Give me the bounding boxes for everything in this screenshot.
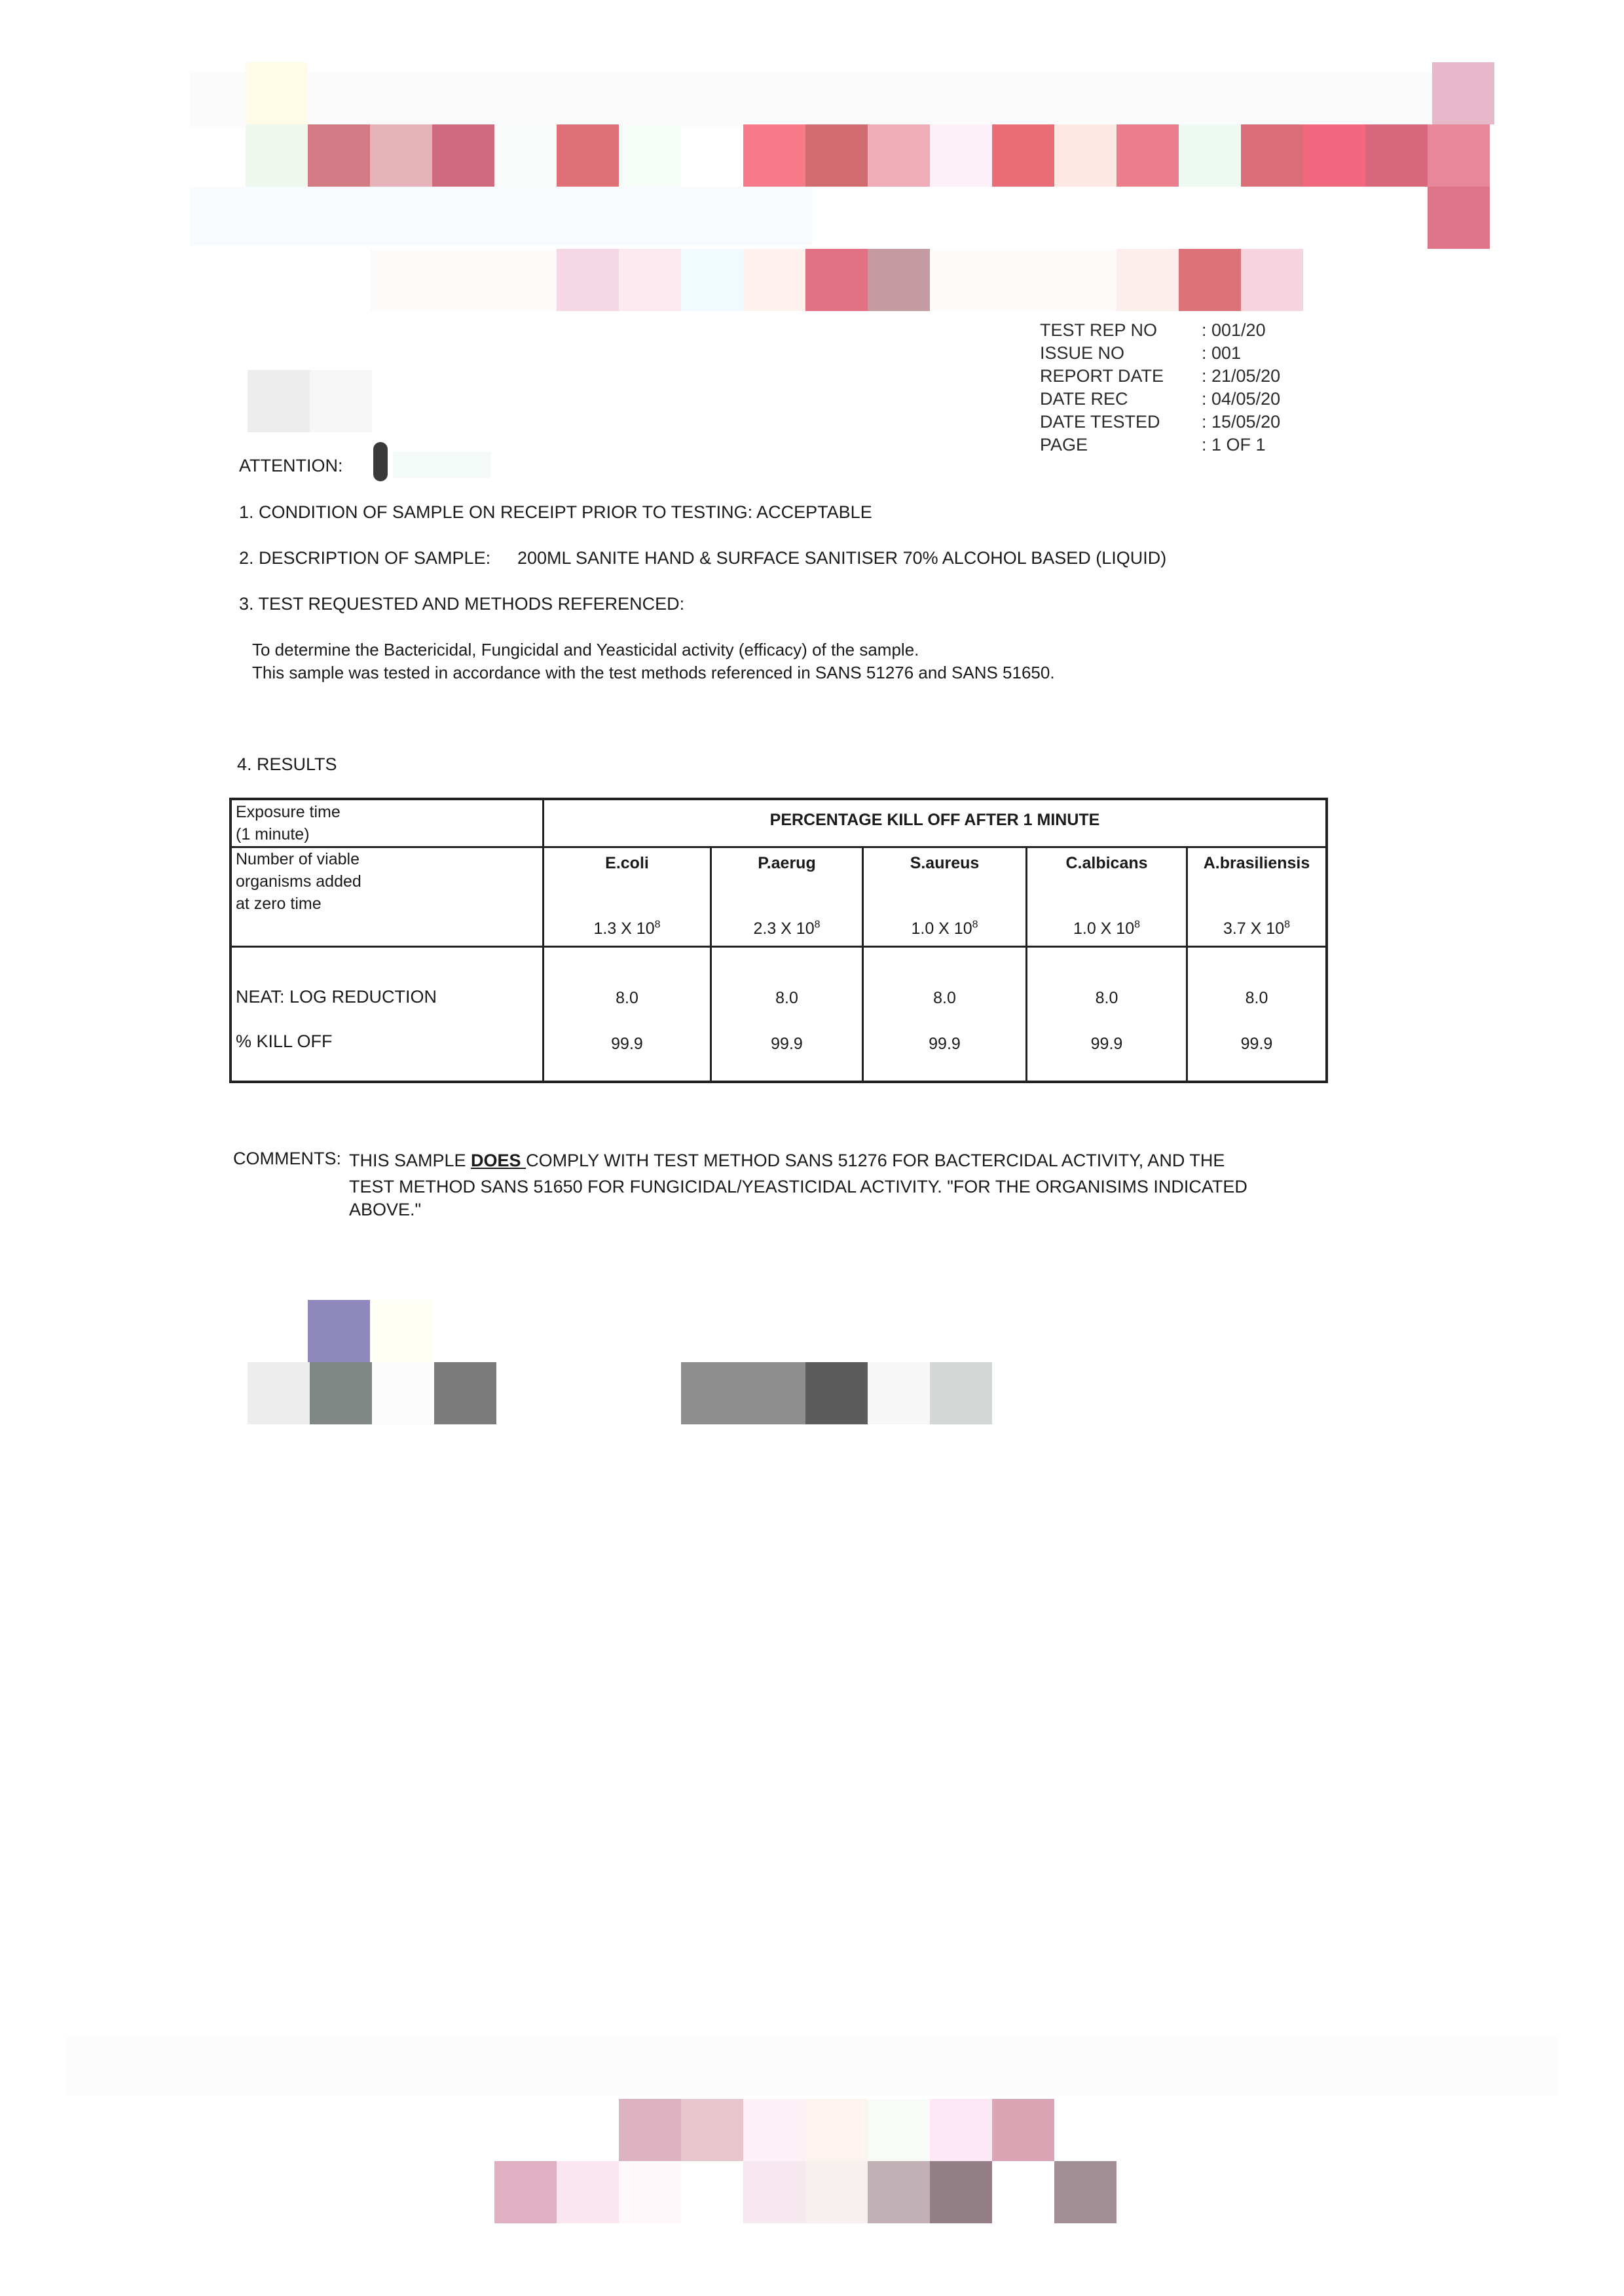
meta-row-report-date bbox=[1040, 365, 1280, 388]
meta-label: ISSUE NO bbox=[1040, 343, 1125, 363]
organism-count: 1.0 X $10^8$ bbox=[911, 919, 978, 938]
section-test-requested: 3. TEST REQUESTED AND METHODS REFERENCED: bbox=[239, 594, 685, 614]
organism-count: 1.0 X $10^8$ bbox=[1073, 919, 1141, 938]
log-reduction-value: 8.0 bbox=[775, 989, 798, 1007]
organism-count: 2.3 X $10^8$ bbox=[753, 919, 821, 938]
log-reduction-value: 8.0 bbox=[1095, 989, 1118, 1007]
comments-emphasis: DOES bbox=[471, 1151, 526, 1170]
organisms-label-3: at zero time bbox=[236, 895, 322, 913]
meta-label: PAGE bbox=[1040, 435, 1088, 454]
comments-line-2: TEST METHOD SANS 51650 FOR FUNGICIDAL/YEASTICIDAL ACTIVITY. "FOR THE ORGANISIMS INDICATED bbox=[349, 1177, 1247, 1196]
organism-name: C.albicans bbox=[1065, 854, 1148, 872]
meta-value: : 001/20 bbox=[1202, 320, 1266, 340]
meta-row-test-rep-no bbox=[1040, 319, 1280, 342]
meta-row-date-tested bbox=[1040, 411, 1280, 434]
attention-label: ATTENTION: bbox=[239, 456, 343, 475]
meta-row-issue-no bbox=[1040, 342, 1280, 365]
section-condition: 1. CONDITION OF SAMPLE ON RECEIPT PRIOR TO TESTING: ACCEPTABLE bbox=[239, 502, 872, 522]
organism-name: P.aerug bbox=[758, 854, 816, 872]
kill-off-value: 99.9 bbox=[1240, 1035, 1273, 1053]
row-kill-off-label: % KILL OFF bbox=[236, 1031, 333, 1051]
meta-value: : 001 bbox=[1202, 343, 1242, 363]
organism-name: A.brasiliensis bbox=[1203, 854, 1310, 872]
meta-row-page bbox=[1040, 434, 1280, 456]
kill-off-value: 99.9 bbox=[929, 1035, 961, 1053]
organisms-label-2: organisms added bbox=[236, 872, 361, 891]
comments-line-3: ABOVE." bbox=[349, 1200, 422, 1219]
report-meta bbox=[1040, 319, 1280, 456]
section-description-value: 200ML SANITE HAND & SURFACE SANITISER 70% ALCOHOL BASED (LIQUID) bbox=[517, 548, 1167, 568]
organisms-label-1: Number of viable bbox=[236, 850, 360, 868]
meta-label: DATE REC bbox=[1040, 389, 1128, 409]
row-log-reduction-label: NEAT: LOG REDUCTION bbox=[236, 987, 437, 1007]
comments-line-1: THIS SAMPLE DOES COMPLY WITH TEST METHOD SANS 51276 FOR BACTERCIDAL ACTIVITY, AND THE bbox=[349, 1151, 1225, 1170]
meta-label: TEST REP NO bbox=[1040, 320, 1158, 340]
organism-count: 3.7 X $10^8$ bbox=[1223, 919, 1291, 938]
log-reduction-value: 8.0 bbox=[933, 989, 956, 1007]
meta-label: REPORT DATE bbox=[1040, 366, 1164, 386]
meta-value: : 1 OF 1 bbox=[1202, 435, 1266, 454]
meta-value: : 21/05/20 bbox=[1202, 366, 1281, 386]
organism-name: S.aureus bbox=[910, 854, 980, 872]
test-method-line: This sample was tested in accordance with the test methods referenced in SANS 51276 and SANS 51650. bbox=[252, 663, 1055, 682]
results-table bbox=[229, 798, 1328, 1083]
meta-value: : 15/05/20 bbox=[1202, 412, 1281, 432]
organism-name: E.coli bbox=[605, 854, 649, 872]
results-header: PERCENTAGE KILL OFF AFTER 1 MINUTE bbox=[769, 811, 1100, 829]
exposure-label: Exposure time bbox=[236, 803, 341, 821]
kill-off-value: 99.9 bbox=[771, 1035, 803, 1053]
kill-off-value: 99.9 bbox=[1090, 1035, 1123, 1053]
meta-row-date-rec bbox=[1040, 388, 1280, 411]
test-purpose-line: To determine the Bactericidal, Fungicidal and Yeasticidal activity (efficacy) of the sample. bbox=[252, 640, 919, 659]
meta-label: DATE TESTED bbox=[1040, 412, 1160, 432]
exposure-sublabel: (1 minute) bbox=[236, 825, 310, 843]
section-results: 4. RESULTS bbox=[237, 754, 337, 774]
log-reduction-value: 8.0 bbox=[1245, 989, 1268, 1007]
comments-label: COMMENTS: bbox=[233, 1149, 341, 1168]
kill-off-value: 99.9 bbox=[611, 1035, 643, 1053]
section-description-label: 2. DESCRIPTION OF SAMPLE: bbox=[239, 548, 491, 568]
meta-value: : 04/05/20 bbox=[1202, 389, 1281, 409]
organism-count: 1.3 X $10^8$ bbox=[593, 919, 661, 938]
log-reduction-value: 8.0 bbox=[616, 989, 638, 1007]
